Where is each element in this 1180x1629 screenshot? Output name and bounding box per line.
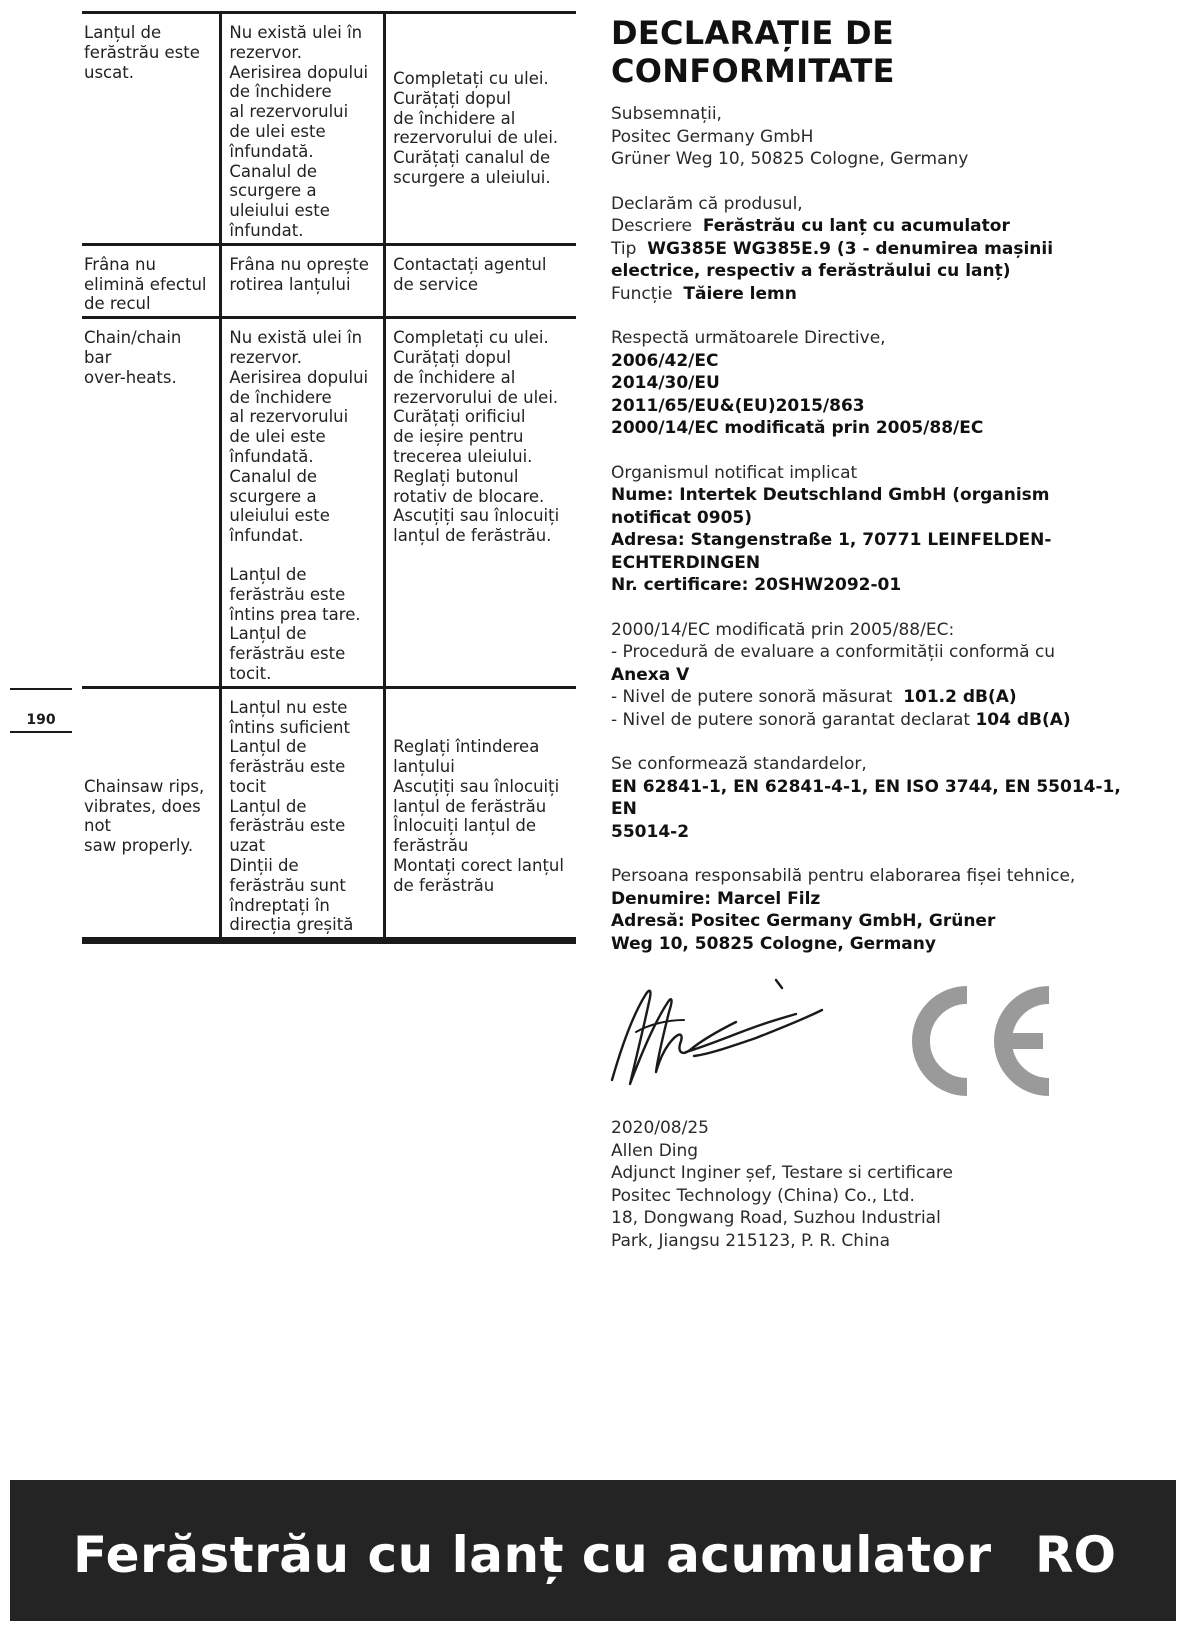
cause-cell — [221, 13, 385, 245]
product-info — [611, 193, 1141, 306]
cell-line: Curățați canalul de — [393, 148, 551, 168]
problem-cell — [82, 244, 221, 317]
noise-section — [611, 619, 1141, 732]
cell-line: Canalul de — [229, 466, 318, 486]
cell-line: lanțului — [393, 757, 455, 777]
cell-line: Ascuțiți sau înlocuiți — [393, 776, 560, 796]
remedy-cell — [385, 687, 576, 941]
cell-line: de ieșire pentru — [393, 427, 524, 447]
cell-line: al rezervorului — [229, 407, 349, 427]
cell-line: ferăstrău este — [229, 816, 346, 836]
remedy-cell — [385, 13, 576, 245]
description-line — [611, 215, 1141, 238]
page-marker-bottom-rule — [10, 731, 72, 733]
cause-cell — [221, 687, 385, 941]
function-label: Funcție — [611, 283, 673, 304]
cell-line: Curățați dopul — [393, 347, 511, 367]
noise-guaranteed — [611, 709, 1141, 732]
cell-line: de recul — [84, 294, 151, 314]
signatory-block — [611, 1117, 1131, 1252]
page-number: 190 — [26, 712, 56, 728]
cell-line: saw properly. — [84, 836, 194, 856]
cell-line: Completați cu ulei. — [393, 69, 549, 88]
cell-line: de ulei este — [229, 121, 326, 141]
cell-line: Reglați întinderea — [393, 737, 540, 757]
type-value-cont: electrice, respectiv a ferăstrăului cu lanț) — [611, 261, 1011, 281]
notified-line: notificat 0905) — [611, 507, 753, 528]
cell-line: Canalul de — [229, 161, 318, 181]
cause-cell — [221, 318, 385, 688]
directives — [611, 327, 1141, 440]
signature-image — [606, 972, 856, 1102]
cell-line: de service — [393, 274, 479, 294]
signatory-name: Allen Ding — [611, 1140, 699, 1161]
cell-line: Lanțul nu este — [229, 697, 348, 717]
cell-line: înfundat. — [229, 526, 304, 546]
signatory-title: Adjunct Inginer șef, Testare si certificare — [611, 1163, 953, 1183]
type-label: Tip — [611, 238, 637, 259]
language-code: RO — [1035, 1526, 1117, 1584]
cell-line: uzat — [229, 836, 266, 856]
cell-line: de închidere — [229, 387, 332, 407]
cell-line: lanțul de ferăstrău. — [393, 526, 552, 546]
directive-item: 2006/42/EC — [611, 350, 719, 371]
signatory-company: Positec Technology (China) Co., Ltd. — [611, 1185, 915, 1206]
cell-line: Curățați dopul — [393, 88, 511, 108]
signatory-address: 18, Dongwang Road, Suzhou Industrial — [611, 1208, 941, 1228]
notified-line: Nr. certificare: 20SHW2092-01 — [611, 575, 902, 595]
cell-line: ferăstrău — [393, 836, 469, 856]
cell-line: rotirea lanțului — [229, 274, 351, 294]
type-line — [611, 238, 1141, 261]
text-line: Organismul notificat implicat — [611, 462, 858, 483]
table-row — [82, 244, 576, 317]
cell-line: îndreptați în — [229, 895, 330, 915]
cell-line: Lanțul de — [84, 23, 162, 42]
cell-line: ferăstrău este — [229, 584, 346, 604]
cell-spacer — [229, 546, 377, 565]
cell-line: lanțul de ferăstrău — [393, 796, 547, 816]
cell-line: Frâna nu oprește — [229, 254, 369, 274]
cell-line: Nu există ulei în — [229, 23, 363, 42]
cell-line: over-heats. — [84, 367, 177, 387]
directive-item: 2000/14/EC modificată prin 2005/88/EC — [611, 418, 984, 438]
cell-line: scurgere a uleiului. — [393, 167, 551, 187]
text-line: Positec Germany GmbH — [611, 126, 814, 147]
text-line: Persoana responsabilă pentru elaborarea fișei tehnice, — [611, 866, 1076, 886]
footer-banner — [10, 1480, 1176, 1621]
cell-line: Reglați butonul — [393, 466, 519, 486]
type-value: WG385E WG385E.9 (3 - denumirea mașinii — [647, 238, 1054, 259]
cell-line: tocit. — [229, 663, 272, 683]
cell-line: uleiului este — [229, 201, 330, 221]
ce-mark-icon — [897, 985, 1059, 1097]
cell-line: rezervorului de ulei. — [393, 387, 559, 407]
cell-line: întins prea tare. — [229, 604, 361, 624]
cell-line: rezervorului de ulei. — [393, 128, 559, 148]
text-line: Declarăm că produsul, — [611, 193, 803, 214]
cell-line: rotativ de blocare. — [393, 486, 545, 506]
declaration-section — [611, 14, 1141, 977]
troubleshooting-table — [82, 11, 576, 944]
table-row — [82, 318, 576, 688]
directive-item: 2014/30/EU — [611, 373, 720, 393]
cell-line: întins suficient — [229, 717, 350, 737]
cell-line: Înlocuiți lanțul de — [393, 816, 537, 836]
notified-line: Nume: Intertek Deutschland GmbH (organism — [611, 485, 1050, 505]
notified-line: Adresa: Stangenstraße 1, 70771 LEINFELDEN- — [611, 530, 1052, 550]
cell-line: ferăstrău este — [229, 644, 346, 664]
cell-line: înfundată. — [229, 141, 314, 161]
title-line: DECLARAȚIE DE — [611, 14, 895, 52]
text-line: - Procedură de evaluare a conformității conformă cu — [611, 642, 1056, 662]
cell-line: scurgere a — [229, 486, 317, 506]
cell-line: direcția greșită — [229, 915, 354, 935]
cell-line: Frâna nu — [84, 254, 156, 274]
cell-line: scurgere a — [229, 181, 317, 201]
responsible-line: Denumire: Marcel Filz — [611, 888, 821, 909]
cell-line: Chain/chain — [84, 328, 182, 348]
table-row — [82, 687, 576, 941]
cell-line: de ferăstrău — [393, 875, 495, 895]
problem-cell — [82, 687, 221, 941]
standards-section — [611, 753, 1141, 843]
cell-line: rezervor. — [229, 42, 302, 62]
cell-line: elimină efectul — [84, 274, 207, 294]
annex-label: Anexa V — [611, 664, 690, 685]
text-line: Subsemnații, — [611, 104, 722, 124]
cell-line: rezervor. — [229, 347, 302, 367]
cell-line: Nu există ulei în — [229, 328, 363, 348]
standards-line: EN 62841-1, EN 62841-4-1, EN ISO 3744, EN 55014-1, EN — [611, 776, 1121, 819]
cell-line: Montați corect lanțul — [393, 856, 564, 876]
cell-line: uscat. — [84, 62, 134, 82]
noise-measured-value: 101.2 dB(A) — [903, 687, 1017, 707]
responsible-line: Weg 10, 50825 Cologne, Germany — [611, 933, 936, 954]
text-line: Grüner Weg 10, 50825 Cologne, Germany — [611, 149, 969, 169]
declaration-title — [611, 14, 1141, 90]
remedy-cell — [385, 244, 576, 317]
cell-line: tocit — [229, 776, 267, 796]
cause-cell — [221, 244, 385, 317]
cell-line: al rezervorului — [229, 102, 349, 122]
responsible-line: Adresă: Positec Germany GmbH, Grüner — [611, 911, 996, 931]
cell-line: Lanțul de — [229, 737, 307, 757]
standards-line: 55014-2 — [611, 821, 690, 842]
cell-line: Ascuțiți sau înlocuiți — [393, 506, 560, 526]
description-value: Ferăstrău cu lanț cu acumulator — [702, 216, 1010, 236]
cell-line: Lanțul de — [229, 624, 307, 644]
cell-line: Aerisirea dopului — [229, 62, 369, 82]
noise-guaranteed-value: 104 dB(A) — [975, 709, 1071, 730]
type-line-cont — [611, 260, 1141, 283]
cell-line: ferăstrău sunt — [229, 875, 346, 895]
noise-measured — [611, 686, 1141, 709]
cell-line: Dinții de — [229, 856, 299, 876]
cell-line: vibrates, does — [84, 796, 201, 816]
cell-line: de închidere — [229, 82, 332, 102]
cell-line: ferăstrău este — [229, 757, 346, 777]
notified-body — [611, 462, 1141, 597]
description-label: Descriere — [611, 216, 692, 236]
page-marker-top-rule — [10, 688, 72, 690]
signatory-address: Park, Jiangsu 215123, P. R. China — [611, 1230, 890, 1251]
signature-date: 2020/08/25 — [611, 1118, 709, 1138]
title-line: CONFORMITATE — [611, 52, 895, 90]
cell-line: bar — [84, 347, 112, 367]
responsible-section — [611, 865, 1141, 955]
cell-line: Contactați agentul — [393, 254, 547, 274]
text-line: Respectă următoarele Directive, — [611, 328, 886, 348]
text-line: 2000/14/EC modificată prin 2005/88/EC: — [611, 619, 955, 640]
cell-line: uleiului este — [229, 506, 330, 526]
function-value: Tăiere lemn — [683, 283, 797, 304]
noise-guaranteed-label: - Nivel de putere sonoră garantat declarat — [611, 709, 971, 730]
cell-line: Completați cu ulei. — [393, 328, 549, 348]
cell-line: trecerea uleiului. — [393, 446, 533, 466]
directive-item: 2011/65/EU&(EU)2015/863 — [611, 395, 865, 416]
problem-cell — [82, 13, 221, 245]
table-row — [82, 13, 576, 245]
cell-line: Curățați orificiul — [393, 407, 526, 427]
cell-line: de închidere al — [393, 108, 516, 128]
cell-line: Aerisirea dopului — [229, 367, 369, 387]
cell-line: Lanțul de — [229, 564, 307, 584]
text-line: Se conformează standardelor, — [611, 754, 867, 774]
noise-measured-label: - Nivel de putere sonoră măsurat — [611, 687, 893, 707]
function-line — [611, 283, 1141, 306]
cell-line: Lanțul de — [229, 796, 307, 816]
cell-line: de ulei este — [229, 427, 326, 447]
cell-line: de închidere al — [393, 367, 516, 387]
cell-line: înfundat. — [229, 220, 304, 240]
manufacturer-intro — [611, 103, 1141, 171]
cell-line: ferăstrău este — [84, 42, 200, 62]
cell-line: înfundată. — [229, 446, 314, 466]
cell-line: not — [84, 816, 112, 836]
problem-cell — [82, 318, 221, 688]
notified-line: ECHTERDINGEN — [611, 552, 761, 573]
cell-line: Chainsaw rips, — [84, 776, 205, 796]
footer-title: Ferăstrău cu lanț cu acumulator — [73, 1526, 992, 1584]
remedy-cell — [385, 318, 576, 688]
